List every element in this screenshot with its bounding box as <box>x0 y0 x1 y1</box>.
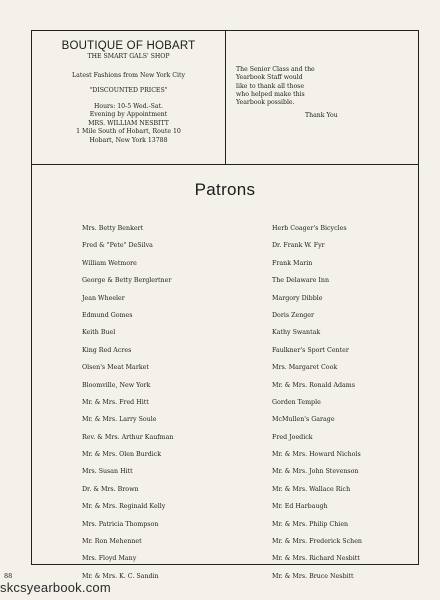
patron-entry: Mrs. Margaret Cook <box>272 364 338 372</box>
patron-entry: George & Betty Berglertner <box>82 277 172 285</box>
patron-entry: Kathy Swantak <box>272 329 321 337</box>
business-evening: Evening by Appointment <box>89 111 168 118</box>
patron-entry: Mr. & Mrs. K. C. Sandin <box>82 572 159 580</box>
patron-entry: Mr. Ed Harbaugh <box>272 503 328 511</box>
business-name: BOUTIQUE OF HOBART <box>61 40 196 52</box>
patron-entry: Herb Coager's Bicycles <box>272 225 347 232</box>
business-tagline: THE SMART GALS' SHOP <box>87 53 170 60</box>
patrons-title: Patrons <box>194 180 256 199</box>
patron-entry: Mr. & Mrs. Larry Soule <box>82 416 157 424</box>
thanks-closing: Thank You <box>305 112 338 120</box>
patron-entry: Mr. & Mrs. Bruce Nesbitt <box>272 572 354 580</box>
patron-entry: Frank Marin <box>272 259 313 267</box>
thanks-line: who helped make this <box>236 90 305 98</box>
business-address-2: Hobart, New York 13788 <box>89 136 168 144</box>
patron-entry: The Delaware Inn <box>272 277 330 285</box>
patron-entry: Mr. Ron Mehennet <box>82 538 142 546</box>
patron-entry: Mrs. Betty Benkert <box>82 225 144 232</box>
patron-entry: Jean Wheeler <box>82 294 125 302</box>
patron-entry: Mr. & Mrs. Ronald Adams <box>272 381 355 389</box>
patron-entry: McMullen's Garage <box>272 416 335 424</box>
thanks-line: like to thank all those <box>236 82 305 90</box>
patron-entry: Mr. & Mrs. Howard Nichols <box>272 451 361 459</box>
patron-entry: Dr. & Mrs. Brown <box>82 485 139 493</box>
patron-entry: Mrs. Patricia Thompson <box>82 520 159 528</box>
patron-entry: Mrs. Susan Hitt <box>82 468 133 476</box>
patron-entry: Mr. & Mrs. Wallace Rich <box>272 485 351 493</box>
patron-entry: Olsen's Meat Market <box>82 364 149 372</box>
patron-entry: Keith Buel <box>82 329 116 337</box>
patron-entry: Fred Joedick <box>272 433 313 441</box>
boutique-ad <box>32 31 225 164</box>
divider-horizontal <box>32 164 418 165</box>
thanks-line: Yearbook possible. <box>236 99 295 107</box>
patron-entry: Mr. & Mrs. Reginald Kelly <box>82 503 166 511</box>
business-description: Latest Fashions from New York City <box>72 71 185 79</box>
site-watermark: skcsyearbook.com <box>0 580 111 595</box>
patron-entry: Rev. & Mrs. Arthur Kaufman <box>82 433 174 441</box>
patron-entry: Bloomville, New York <box>82 381 151 389</box>
patron-entry: Doris Zenger <box>272 311 315 319</box>
patron-entry: Edmund Gomes <box>82 311 133 319</box>
thank-you-note <box>236 66 416 121</box>
patron-entry: Gorden Temple <box>272 398 321 406</box>
patron-entry: Mr. & Mrs. Philip Chien <box>272 520 349 528</box>
page-frame <box>31 30 419 580</box>
patron-entry: Mr. & Mrs. Fred Hitt <box>82 398 149 406</box>
patron-entry: Mrs. Floyd Many <box>82 555 137 563</box>
business-hours: Hours: 10-5 Wed.-Sat. <box>93 102 164 110</box>
divider-vertical <box>225 31 226 164</box>
patron-entry: Mr. & Mrs. Frederick Schen <box>272 538 362 546</box>
thanks-line: Yearbook Staff would <box>236 74 303 82</box>
page-number: 88 <box>4 572 13 580</box>
patrons-list-left <box>82 225 173 590</box>
business-address-1: 1 Mile South of Hobart, Route 10 <box>76 128 181 135</box>
patron-entry: Mr. & Mrs. Olen Burdick <box>82 451 162 459</box>
patron-entry: Dr. Frank W. Fyr <box>272 242 325 250</box>
patrons-list-right <box>272 225 362 590</box>
business-owner: MRS. WILLIAM NESBITT <box>88 119 169 127</box>
patron-entry: Mr. & Mrs. John Stevenson <box>272 468 359 476</box>
patron-entry: William Wetmore <box>82 259 137 267</box>
patron-entry: Faulkner's Sport Center <box>272 346 349 354</box>
patron-entry: King Red Acres <box>82 346 132 354</box>
business-prices: "DISCOUNTED PRICES" <box>89 87 168 94</box>
patron-entry: Margory Dibble <box>272 294 323 302</box>
patron-entry: Mr. & Mrs. Richard Nesbitt <box>272 555 360 563</box>
patron-entry: Fred & "Pete" DeSilva <box>82 242 153 250</box>
thanks-line: The Senior Class and the <box>236 66 315 73</box>
